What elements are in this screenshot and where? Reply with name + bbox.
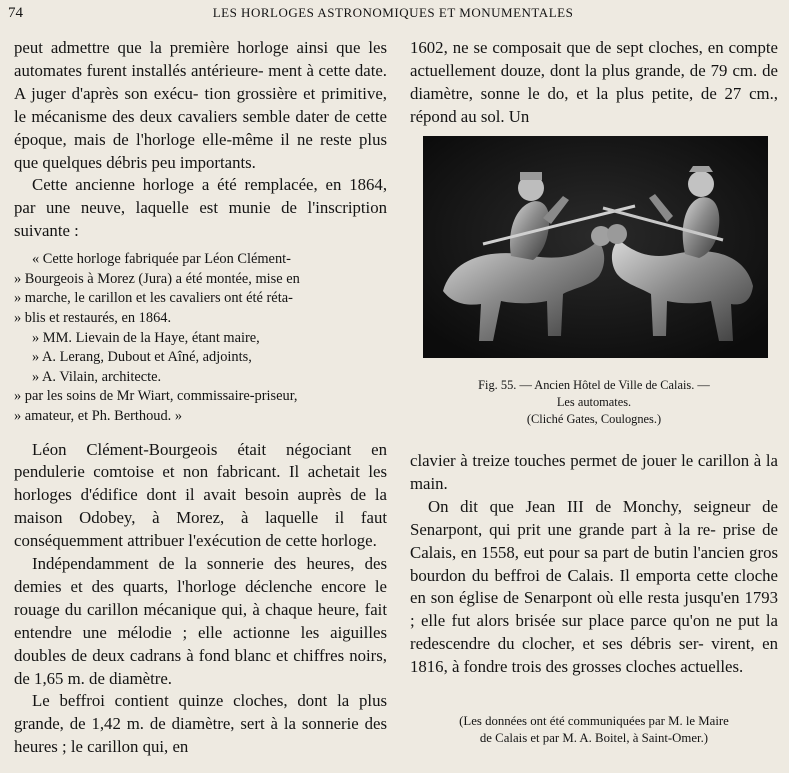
quote-line: » A. Lerang, Dubout et Aîné, adjoints,: [32, 349, 252, 366]
text-line: grande, de 79 cm. de diamètre, sonne le do,: [410, 60, 778, 103]
paragraph-2: [14, 174, 387, 243]
quote-line: » par les soins de Mr Wiart, commissaire-priseur,: [14, 388, 298, 405]
caption-line: (Cliché Gates, Coulognes.): [526, 412, 662, 426]
text-line: compte actuellement douze, dont la plus: [410, 38, 778, 80]
credits-note: [410, 713, 778, 747]
credits-line: (Les données ont été communiquées par M. le Maire: [459, 714, 729, 728]
text-line: 1864, par une neuve, laquelle est munie de: [14, 175, 388, 218]
figure-caption: [410, 377, 778, 428]
caption-line: Fig. 55. — Ancien Hôtel de Ville de Calais. —: [478, 378, 710, 392]
text-line: encore le rouage du carillon mécanique qui,: [14, 576, 387, 619]
quote-line: » marche, le carillon et les cavaliers ont été réta-: [14, 290, 293, 307]
text-line: des demies et des quarts, l'horloge déclenche: [14, 554, 387, 596]
text-line: virent, en 1816, à fondre trois des grosses: [410, 634, 778, 677]
text-line: Cette ancienne horloge a été remplacée, en: [32, 175, 342, 195]
text-line: Le beffroi contient quinze cloches, dont la: [32, 691, 350, 711]
text-line: deux cavaliers semble dater de cette époque,: [14, 106, 387, 149]
quote-line: » amateur, et Ph. Berthoud. »: [14, 407, 183, 424]
text-line: peut admettre que la première horloge ainsi: [14, 38, 329, 57]
text-line: l'exécution de cette horloge.: [188, 531, 377, 551]
text-line: carillon à la main.: [410, 451, 778, 493]
text-line: Senarpont, qui prit une grande part à la re-: [410, 519, 716, 539]
quote-line: « Cette horloge fabriquée par Léon Clément-: [32, 251, 291, 268]
text-line: cadrans à fond blanc et chiffres noirs, de: [14, 645, 387, 688]
paragraph-3: [14, 439, 387, 554]
text-line: que les automates furent installés antérieure-: [14, 38, 387, 80]
text-line: achetait les horloges d'édifice dont il avait: [14, 462, 388, 505]
text-line: en pendulerie comtoise et non fabricant. Il: [14, 439, 387, 482]
text-line: clavier à treize touches permet de jouer le: [410, 451, 694, 470]
text-line: la sonnerie des heures ; le carillon qui, en: [14, 714, 387, 757]
text-line: la redescendre du clocher, et ses débris ser-: [410, 611, 778, 654]
paragraph-1: [14, 37, 387, 174]
inscription-quote: [14, 250, 387, 426]
text-line: à laquelle il faut conséquemment attribuer: [14, 508, 387, 551]
text-line: Calais. Il emporta cette cloche en son église: [410, 565, 778, 608]
paragraph-bells: [410, 37, 778, 129]
text-line: mais de l'horloge elle-même il ne reste plus: [73, 129, 387, 149]
text-line: Léon Clément-Bourgeois était négociant: [32, 439, 352, 459]
caption-line: Les automates.: [556, 395, 632, 409]
paragraph-clavier: [410, 450, 778, 496]
quote-line: » MM. Lievain de la Haye, étant maire,: [32, 329, 260, 346]
text-line: butin l'ancien gros bourdon du beffroi de: [410, 542, 778, 585]
text-line: ment à cette date. A juger d'après son exécu-: [14, 60, 387, 103]
running-title: LES HORLOGES ASTRONOMIQUES ET MONUMENTALES: [212, 5, 574, 20]
text-line: fut alors brisée sur place parce qu'on ne put: [451, 611, 760, 631]
quote-line: » blis et restaurés, en 1864.: [14, 309, 172, 326]
text-line: 1602, ne se composait que de sept cloches, en: [410, 38, 724, 57]
right-column-bottom: [410, 450, 778, 679]
text-line: que quelques débris peu importants.: [14, 152, 256, 172]
quote-line: » Bourgeois à Morez (Jura) a été montée, mise en: [14, 270, 300, 287]
quote-line: » A. Vilain, architecte.: [32, 368, 162, 385]
figure-automata-photo: [423, 136, 768, 358]
right-column-top: [410, 37, 778, 129]
text-line: elle actionne les aiguilles doubles de deux: [14, 622, 387, 665]
text-line: prise de Calais, en 1558, eut pour sa part de: [410, 519, 778, 562]
text-line: besoin auprès de la maison Odobey, à Morez,: [14, 485, 387, 528]
left-column: [14, 37, 387, 759]
page-header: [8, 5, 778, 25]
text-line: l'inscription suivante :: [14, 198, 387, 241]
text-line: à chaque heure, fait entendre une mélodie ;: [14, 599, 387, 642]
paragraph-monchy: [410, 496, 778, 679]
paragraph-5: [14, 690, 387, 759]
text-line: On dit que Jean III de Monchy, seigneur de: [428, 496, 778, 516]
text-line: cloches actuelles.: [625, 657, 744, 677]
text-line: tion grossière et primitive, le mécanisme des: [14, 83, 387, 126]
text-line: Indépendamment de la sonnerie des heures,: [32, 554, 355, 574]
text-line: plus grande, de 1,42 m. de diamètre, sert à: [14, 691, 387, 734]
text-line: 1,65 m. de diamètre.: [34, 668, 172, 688]
page-number: 74: [8, 5, 23, 21]
automata-illustration: [423, 136, 768, 358]
text-line: et la plus petite, de 27 cm., répond au sol. Un: [410, 83, 778, 126]
credits-line: de Calais et par M. A. Boitel, à Saint-Omer.): [479, 731, 709, 745]
text-line: de Senarpont où elle resta jusqu'en 1793 ; elle: [410, 588, 779, 631]
paragraph-4: [14, 553, 387, 690]
